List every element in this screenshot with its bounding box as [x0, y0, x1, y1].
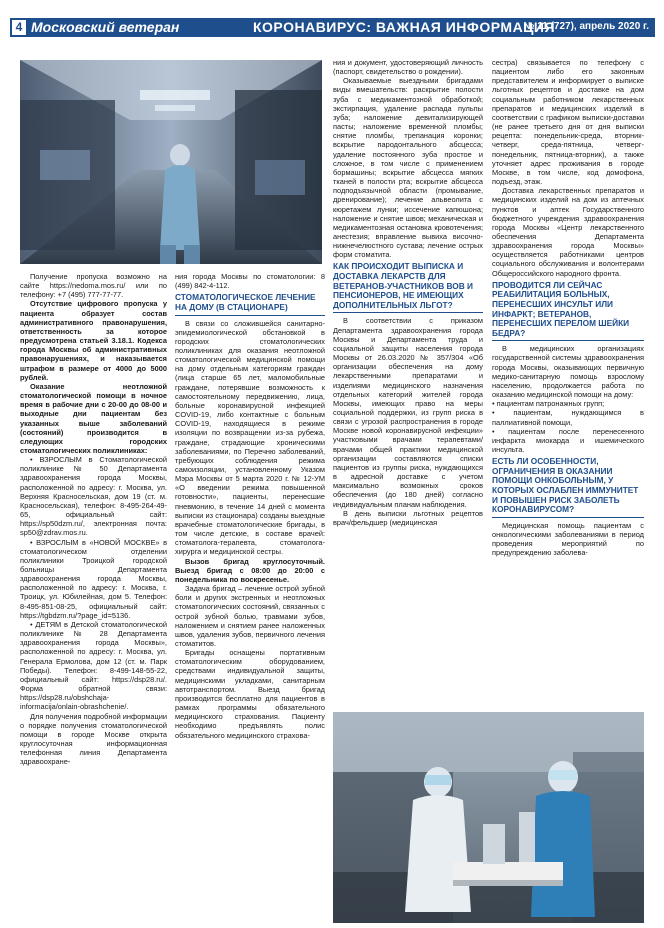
list-item: • ВЗРОСЛЫМ в «НОВОЙ МОСКВЕ» в стоматологическом отделении поликлиники Троицкой городской больницы Департамента здравоохранения города Москвы, расположенной по адресу: г. Москва, г. Троицк, ул. Юбилейная, дом 5. Телефон: 8-495-851-08-25, официальный сайт: https://tgbdzm.ru/?page_id=5136.: [20, 537, 167, 620]
section-heading: ЕСТЬ ЛИ ОСОБЕННОСТИ, ОГРАНИЧЕНИЯ В ОКАЗАНИИ ПОМОЩИ ОНКОБОЛЬНЫМ, У КОТОРЫХ ОСЛАБЛЕН ИММУНИТЕТ И ПОВЫШЕН РИСК ЗАБОЛЕТЬ КОРОНАВИРУСОМ?: [492, 457, 644, 518]
list-item: • ДЕТЯМ в Детской стоматологической поликлинике № 28 Департамента здравоохранения города Москвы», расположенной по адресу: г. Москва, ул. Генерала Ермолова, дом 12 (ст. м. Парк Победы). Телефон: 8-499-148-55-22, официальный сайт: https://dsp28.ru/. Форма обратной связи: https://dsp28.ru/obshchaja-informacija/onlain-obrashchenie/.: [20, 619, 167, 712]
section-heading: СТОМАТОЛОГИЧЕСКОЕ ЛЕЧЕНИЕ НА ДОМУ (В СТАЦИОНАРЕ): [175, 293, 325, 315]
section-heading: ПРОВОДИТСЯ ЛИ СЕЙЧАС РЕАБИЛИТАЦИЯ БОЛЬНЫХ, ПЕРЕНЕСШИХ ИНСУЛЬТ ИЛИ ИНФАРКТ; ВЕТЕРАНОВ, ПЕРЕНЕСШИХ ПЕРЕЛОМ ШЕЙКИ БЕДРА?: [492, 281, 644, 342]
paragraph: сестра) связывается по телефону с пациентом либо его законным представителем и информирует о выписке льготных рецептов и доставке на дом социальным работником лекарственных препаратов и медицинских изделий в соответствии с графиком выписки-доставки (не ранее третьего дня от дня выписки рецепта: понедельник-среда, вторник-четверг, среда-пятница, четверг-понедельник, пятница-вторник), а также уточняет адрес проживания в городе Москве, в том числе, код домофона, подъезд, этаж.: [492, 58, 644, 187]
paragraph: Медицинская помощь пациентам с онкологическими заболеваниями в период проведения мероприятий по предупреждению заболева-: [492, 520, 644, 558]
paragraph: В медицинских организациях государственной системы здравоохранения города Москвы, оказывающих первичную медико-санитарную помощь взрослому населению, продолжается работа по оказанию медицинской помощи на дому:: [492, 344, 644, 400]
paragraph: Вызов бригад круглосуточный. Выезд бригад с 08:00 до 20:00 с понедельника по воскресенье.: [175, 556, 325, 584]
paragraph: Бригады оснащены портативным стоматологическим оборудованием, средствами индивидуальной защиты, медицинскими укладками, санитарным автотранспортом. Выезд бригад производится бесплатно для пациентов в рамках программы обязательного медицинского страхования. Пациенту необходимо предъявлять полис обязательного медицинского страхова-: [175, 648, 325, 740]
paragraph: ния и документ, удостоверяющий личность (паспорт, свидетельство о рождении).: [333, 58, 483, 77]
article-column-3: [333, 58, 483, 706]
paragraph: Доставка лекарственных препаратов и медицинских изделий на дом из аптечных пунктов и аптек Государственного бюджетного учреждения здравоохранения города Москвы «Центр лекарственного обеспечения Департамента здравоохранения города Москвы» осуществляется работниками центров социального обслуживания и волонтерами Общероссийского народного фронта.: [492, 186, 644, 278]
paragraph: В соответствии с приказом Департамента здравоохранения города Москвы и Департамента труда и социальной защиты населения города Москвы от 26.03.2020 № 357/304 «Об организации обеспечения на дому лекарственными препаратами и изделиями медицинского назначения отдельных категорий жителей города Москвы, имеющих право на меры социальной поддержки, из групп риска в связи с угрозой распространения в городе Москве новой коронавирусной инфекции» участковыми врачами терапевтами/врачами общей практики медицинской организации составляются списки пациентов из группы риска, нуждающихся в адресной доставке с учетом максимально возможных сроков обеспечения (до 180 дней) согласно индивидуальным планам наблюдения.: [333, 316, 483, 509]
paragraph: Для получения подробной информации о порядке получения стоматологической помощи в городе Москве открыта круглосуточная информационная телефонная линия Департамента здравоохране-: [20, 711, 167, 767]
paragraph: В день выписки льготных рецептов врач/фельдшер (медицинская: [333, 508, 483, 527]
list-item: • ВЗРОСЛЫМ в Стоматологической поликлинике № 50 Департамента здравоохранения города Москвы, расположенной по адресу: г. Москва, ул. Верхняя Красносельская, дом 19 (ст. м. Красносельская), телефон: 8-495-264-49-65, официальный сайт: https://sp50dzm.ru/, электронная почта: sp50@zdrav.mos.ru.: [20, 455, 167, 538]
issue-number: № 11 (727), апрель 2020 г.: [523, 21, 649, 32]
paragraph: Отсутствие цифрового пропуска у пациента образует состав административного правонарушения, ответственность за которое предусмотрена статьей 3.18.1. Кодекса города Москвы об административных правонарушениях, и наказывается штрафом в размере от 4000 до 5000 рублей.: [20, 299, 167, 382]
newspaper-name: Московский ветеран: [31, 19, 180, 35]
hospital-corridor-photo: [20, 60, 322, 264]
paragraph: Оказываемые выездными бригадами виды вмешательств: раскрытие полости зуба с медикаментозной обработкой; экстирпация, удаление распада пульпы зуба; наложение девитализирующей пасты; наложение временной пломбы; снятие пломбы, трепанация коронки; вскрытие пародонтального абсцесса; удаление постоянного зуба простое и сложное, в том числе с применением бормашины; вскрытие абсцесса мягких тканей в полости рта; вскрытие абсцесса подподъязычной области (промывание, дренирование); лечение альвеолита с кюретажем лунки; иссечение капюшона; наложение и снятие швов; механическая и медикаментозная остановка кровотечения; анестезия; вправление вывиха височно-нижнечелюстного сустава; лечение острых форм стоматита.: [333, 76, 483, 260]
article-column-1: [20, 272, 167, 924]
medical-workers-photo: [333, 712, 644, 923]
paragraph: ния города Москвы по стоматологии: 8 (499) 842-4-112.: [175, 272, 325, 291]
section-heading: КАК ПРОИСХОДИТ ВЫПИСКА И ДОСТАВКА ЛЕКАРСТВ ДЛЯ ВЕТЕРАНОВ-УЧАСТНИКОВ ВОВ И ПЕНСИОНЕРОВ, НЕ ИМЕЮЩИХ ДОПОЛНИТЕЛЬНЫХ ЛЬГОТ?: [333, 262, 483, 313]
paragraph: Оказание неотложной стоматологической помощи в ночное время в рабочие дни с 20-00 до 08-00 и выходные дни пациентам без указанных выше заболеваний (состояний) производится в следующих городских стоматологических поликлиниках:: [20, 381, 167, 455]
paragraph: Задача бригад – лечение острой зубной боли и других экстренных и неотложных стоматологических состояний, связанных с острой зубной болью, травмами зубов, наложением и снятием ранее наложенных швов, удаления зубов, первичного лечения стоматитов.: [175, 584, 325, 648]
article-column-2: [175, 272, 325, 924]
page-header: [10, 18, 655, 37]
page-number: 4: [12, 20, 26, 35]
section-rubric: КОРОНАВИРУС: ВАЖНАЯ ИНФОРМАЦИЯ: [253, 19, 556, 35]
paragraph: В связи со сложившейся санитарно-эпидемиологической обстановкой в городских стоматологических поликлиниках для оказания неотложной стоматологической медицинской помощи на дому отдельным категориям граждан (лица старше 65 лет, маломобильные граждане, потерявшие возможность к самостоятельному передвижению, лица, больные коронавирусной инфекцией COVID-19, либо контактные с больным COVID-19, находящиеся в режиме изоляции по возвращении из-за рубежа, граждане, страдающие хроническими заболеваниями, по Перечню заболеваний, требующих соблюдения режима самоизоляции, установленному Указом Мэра Москвы от 5 марта 2020 г. № 12-УМ «О введении режима повышенной готовности», пациенты, перенесшие пневмонию, в течение 14 дней с момента выписки из стационара) созданы выездные врачебные стоматологические бригады, в том числе детские, в составе врачей: стоматолога-терапевта, стоматолога-хирурга и медицинской сестры.: [175, 318, 325, 557]
list-item: • пациентам после перенесенного инфаркта миокарда и ишемического инсульта.: [492, 426, 644, 455]
list-item: • пациентам патронажных групп;: [492, 399, 605, 409]
paragraph: Получение пропуска возможно на сайте https://nedoma.mos.ru/ или по телефону: +7 (495) 777-77-77.: [20, 272, 167, 300]
list-item: • пациентам, нуждающимся в паллиативной помощи,: [492, 408, 644, 427]
article-column-4: [492, 58, 644, 706]
